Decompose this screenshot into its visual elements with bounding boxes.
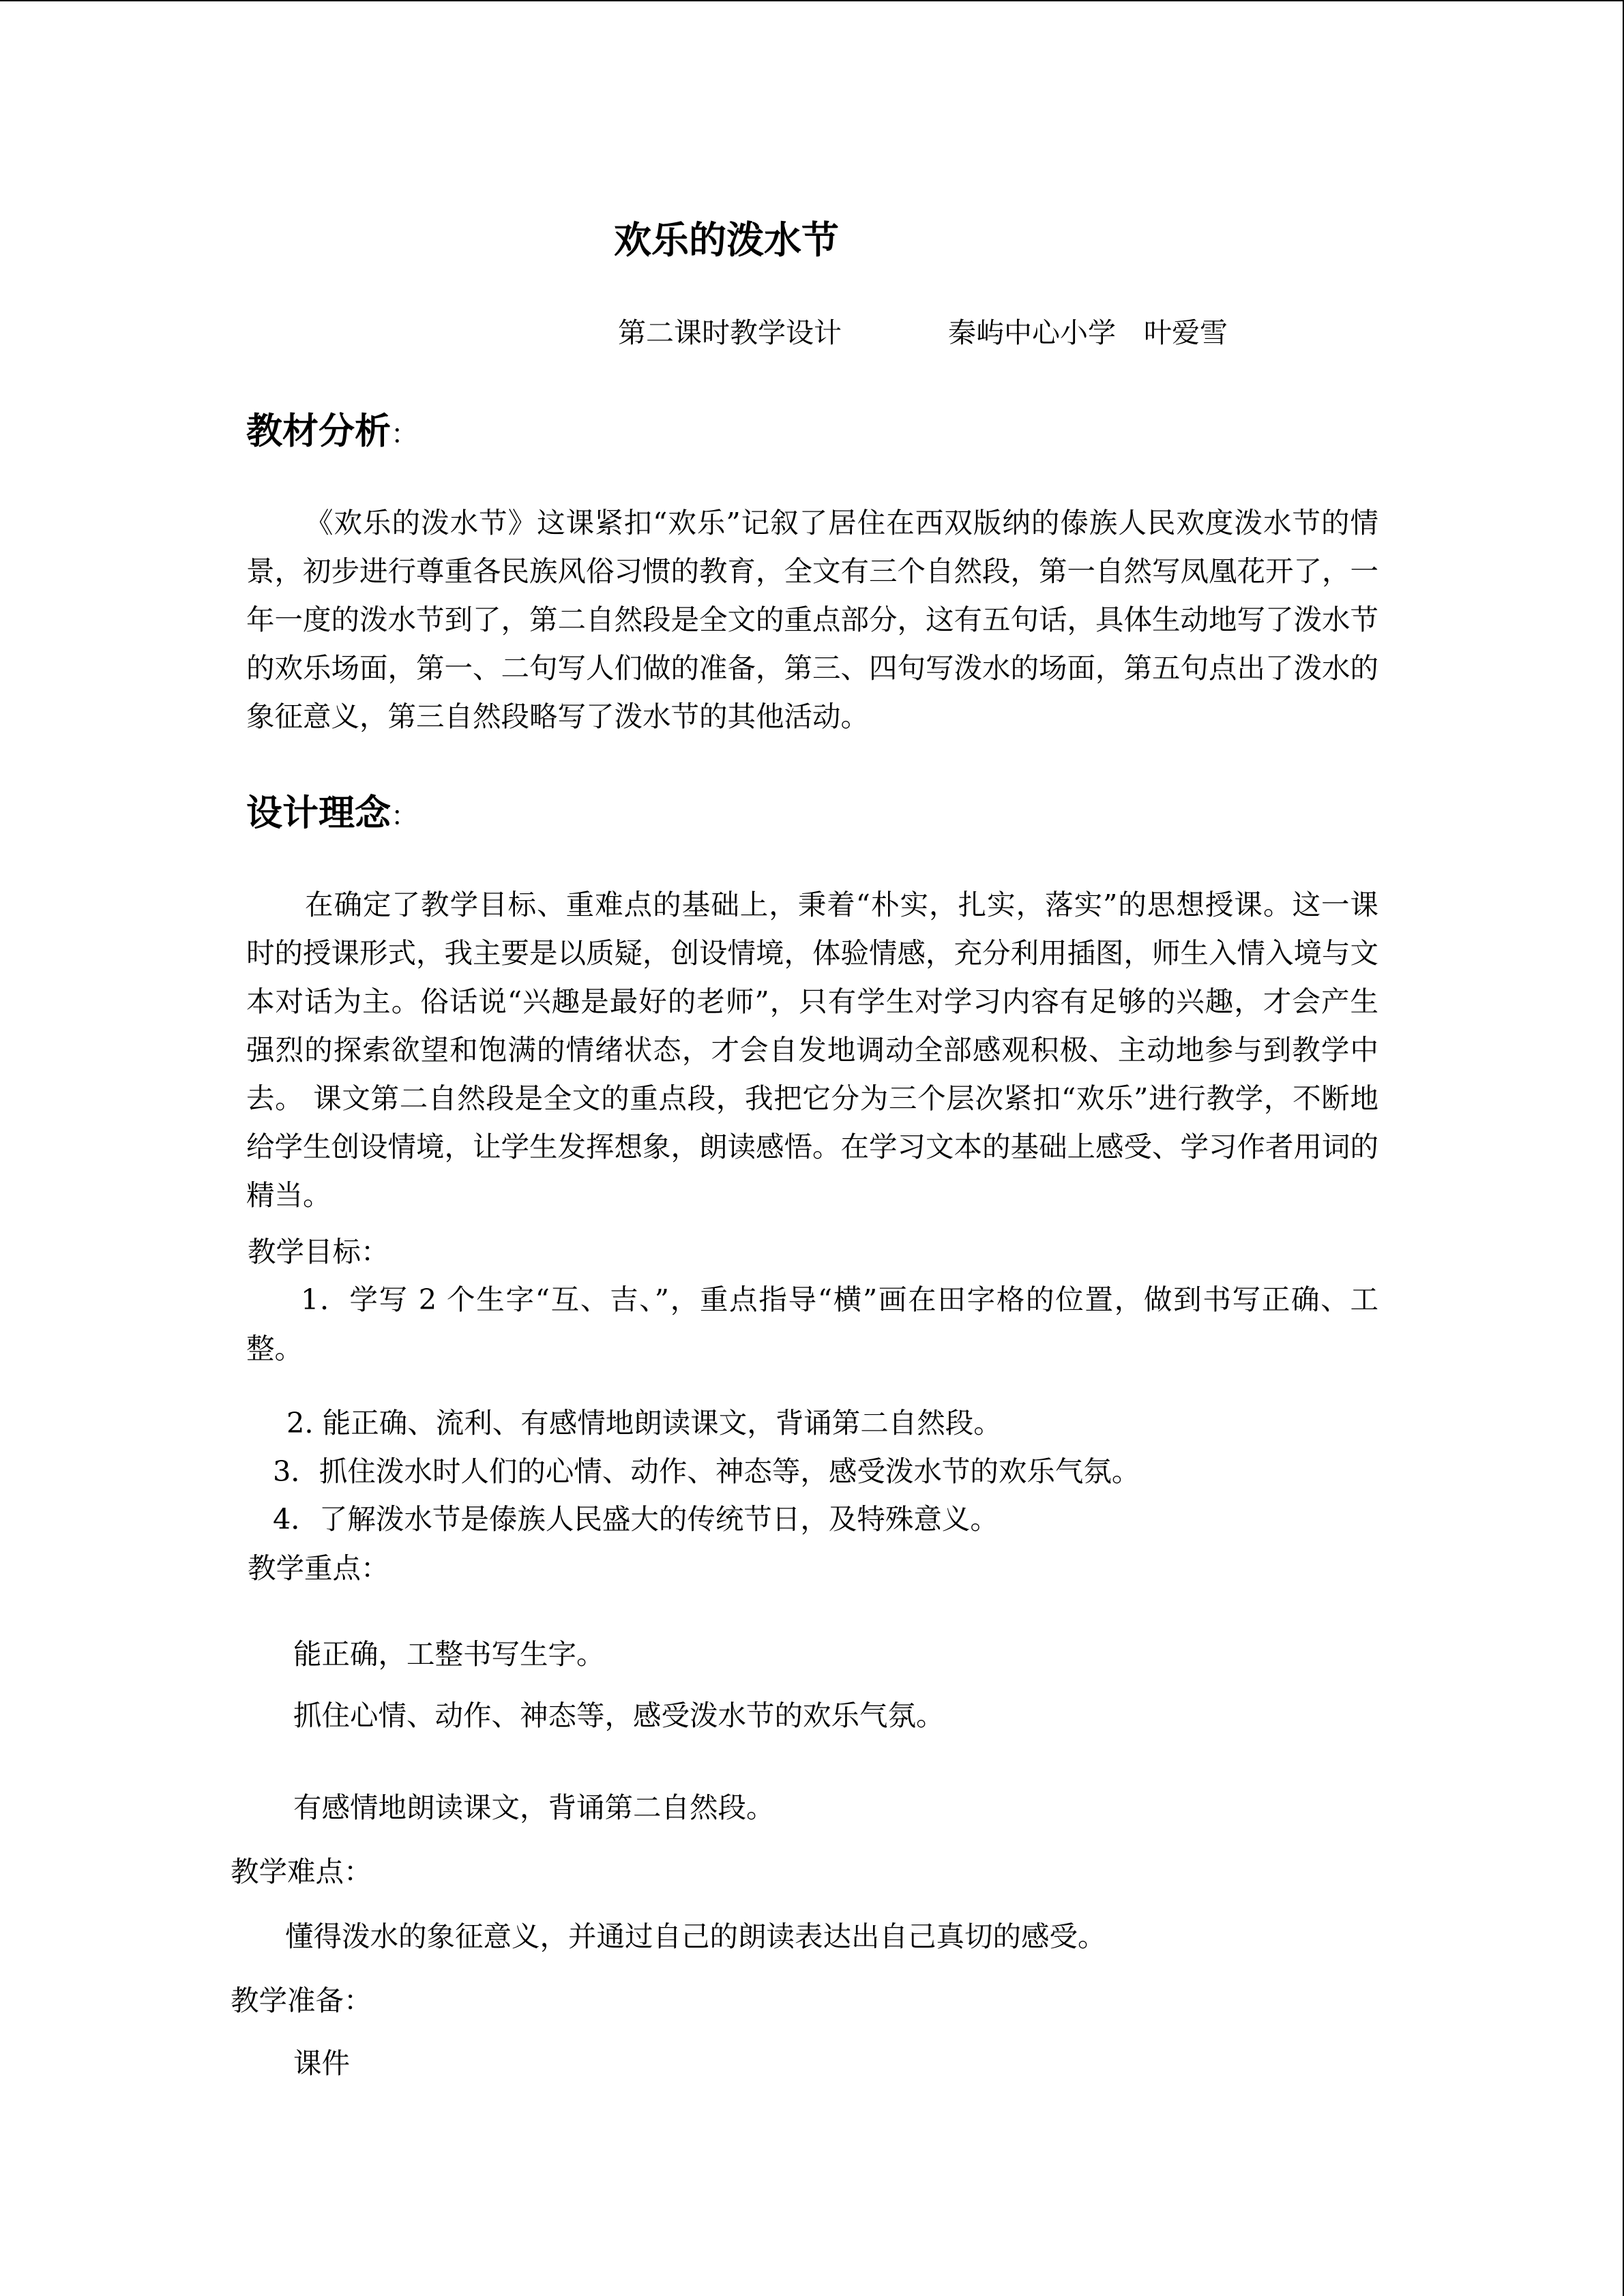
concept-heading-colon: ：: [391, 801, 418, 832]
concept-paragraph: 在确定了教学目标、重难点的基础上，秉着“朴实，扎实，落实”的思想授课。这一课时的授课形式，我主要是以质疑，创设情境，体验情感，充分利用插图，师生入情入境与文本对话为主。俗话说“兴趣是最好的老师”，只有学生对学习内容有足够的兴趣，才会产生强烈的探索欲望和饱满的情绪状态，才会自发地调动全部感观积极、主动地参与到教学中去。 课文第二自然段是全文的重点段，我把它分为三个层次紧扣“欢乐”进行教学，不断地给学生创设情境，让学生发挥想象，朗读感悟。在学习文本的基础上感受、学习作者用词的精当。: [246, 888, 1379, 1212]
analysis-heading: [246, 404, 418, 462]
analysis-heading-text: 教材分析: [246, 410, 391, 452]
key-point-item-1: 能正确，工整书写生字。: [293, 1637, 605, 1671]
concept-heading: [246, 786, 418, 844]
concept-heading-text: 设计理念: [246, 792, 391, 834]
document-title: 欢乐的泼水节: [614, 218, 840, 262]
preparation-text: 课件: [293, 2046, 351, 2080]
goal-item-4: 4．了解泼水节是傣族人民盛大的传统节日，及特殊意义。: [273, 1502, 999, 1536]
lesson-label: 第二课时教学设计: [618, 316, 842, 349]
key-points-label: 教学重点：: [248, 1551, 389, 1585]
difficulties-label: 教学难点：: [231, 1855, 372, 1888]
goal-item-3: 3．抓住泼水时人们的心情、动作、神态等，感受泼水节的欢乐气氛。: [273, 1455, 1140, 1488]
analysis-paragraph: 《欢乐的泼水节》这课紧扣“欢乐”记叙了居住在西双版纳的傣族人民欢度泼水节的情景，初步进行尊重各民族风俗习惯的教育，全文有三个自然段，第一自然写凤凰花开了，一年一度的泼水节到了，第二自然段是全文的重点部分，这有五句话，具体生动地写了泼水节的欢乐场面，第一、二句写人们做的准备，第三、四句写泼水的场面，第五句点出了泼水的象征意义，第三自然段略写了泼水节的其他活动。: [246, 506, 1379, 733]
preparation-label: 教学准备：: [231, 1984, 372, 2017]
key-point-item-2: 抓住心情、动作、神态等，感受泼水节的欢乐气氛。: [293, 1699, 945, 1732]
goal-item-1: 1．学写 2 个生字“互、吉、”，重点指导“横”画在田字格的位置，做到书写正确、工整。: [246, 1283, 1378, 1365]
goal-item-2: 2. 能正确、流利、有感情地朗读课文，背诵第二自然段。: [286, 1406, 1002, 1440]
author-label: 秦屿中心小学 叶爱雪: [948, 316, 1228, 349]
difficulties-text: 懂得泼水的象征意义，并通过自己的朗读表达出自己真切的感受。: [285, 1920, 1106, 1953]
key-point-item-3: 有感情地朗读课文，背诵第二自然段。: [293, 1791, 775, 1824]
analysis-heading-colon: ：: [391, 419, 418, 450]
goals-label: 教学目标：: [248, 1235, 389, 1268]
